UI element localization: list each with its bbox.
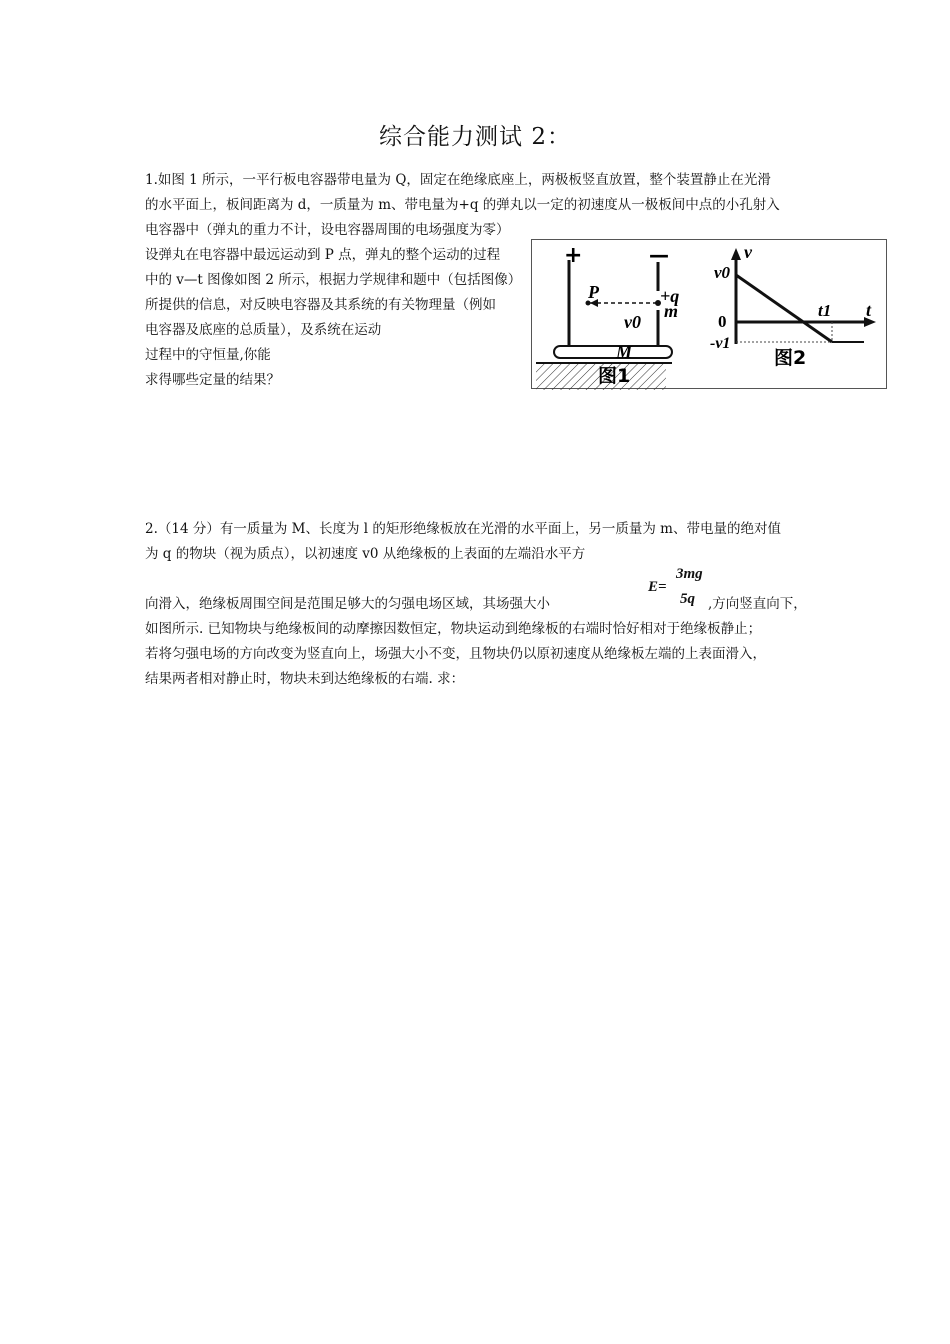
q2-line-5: 若将匀强电场的方向改变为竖直向上，场强大小不变，且物块仍以原初速度从绝缘板左端的上表面滑入， [145,646,766,662]
figure-1 [536,243,679,390]
label-mass: m [664,301,679,321]
formula-numerator: 3mg [676,566,703,582]
label-v-axis: v [744,242,752,262]
label-neg-v1: -v1 [710,335,731,352]
caption-fig1: 图1 [598,365,631,387]
q1-line-7: 电容器及底座的总质量），及系统在运动 [145,322,382,338]
q1-line-9: 求得哪些定量的结果？ [145,372,280,388]
label-base-mass: M [616,342,633,362]
page-title: 综合能力测试 2： [379,124,571,150]
q2-line-1: 2.（14 分）有一质量为 M、长度为 l 的矩形绝缘板放在光滑的水平面上，另一质量为 m、带电量的绝对值 [145,521,781,537]
q1-line-2: 的水平面上，板间距离为 d，一质量为 m、带电量为+q 的弹丸以一定的初速度从一极板间中点的小孔射入 [145,197,780,213]
field-formula [648,566,708,610]
q1-line-1: 1.如图 1 所示，一平行板电容器带电量为 Q，固定在绝缘底座上，两极板竖直放置，整个装置静止在光滑 [145,172,771,188]
q2-line-6: 结果两者相对静止时，物块未到达绝缘板的右端. 求： [145,671,465,687]
q1-line-3: 电容器中（弹丸的重力不计，设电容器周围的电场强度为零） [145,222,510,238]
q2-line-2: 为 q 的物块（视为质点），以初速度 v0 从绝缘板的上表面的左端沿水平方 [145,546,586,562]
label-velocity: v0 [624,312,641,332]
formula-lhs: E= [648,579,667,595]
base-m [554,346,672,358]
label-charge: +q [660,286,680,306]
q2-line-4: 如图所示. 已知物块与绝缘板间的动摩擦因数恒定，物块运动到绝缘板的右端时恰好相对于绝缘板静止； [145,621,762,637]
q2-line-3-left: 向滑入，绝缘板周围空间是范围足够大的匀强电场区域，其场强大小 [145,596,550,612]
caption-fig2: 图2 [774,347,807,369]
q1-line-8: 过程中的守恒量,你能 [145,347,271,363]
plus-sign: + [564,243,583,268]
label-v0: v0 [714,263,731,282]
label-t-axis: t [866,300,872,320]
label-p: P [588,282,599,302]
q1-line-6: 所提供的信息，对反映电容器及其系统的有关物理量（例如 [145,297,496,313]
label-t1: t1 [818,301,832,320]
minus-sign: — [649,243,669,267]
q2-line-3-right: ,方向竖直向下， [708,596,807,612]
v-axis-arrow [731,248,741,260]
q1-line-4: 设弹丸在电容器中最远运动到 P 点，弹丸的整个运动的过程 [145,247,501,263]
q1-line-5: 中的 v—t 图像如图 2 所示，根据力学规律和题中（包括图像） [145,272,522,288]
figure-2 [710,242,876,369]
label-zero: 0 [718,312,727,331]
figure-drawing [532,240,888,390]
figure-box [531,239,887,389]
formula-denominator: 5q [680,591,695,607]
